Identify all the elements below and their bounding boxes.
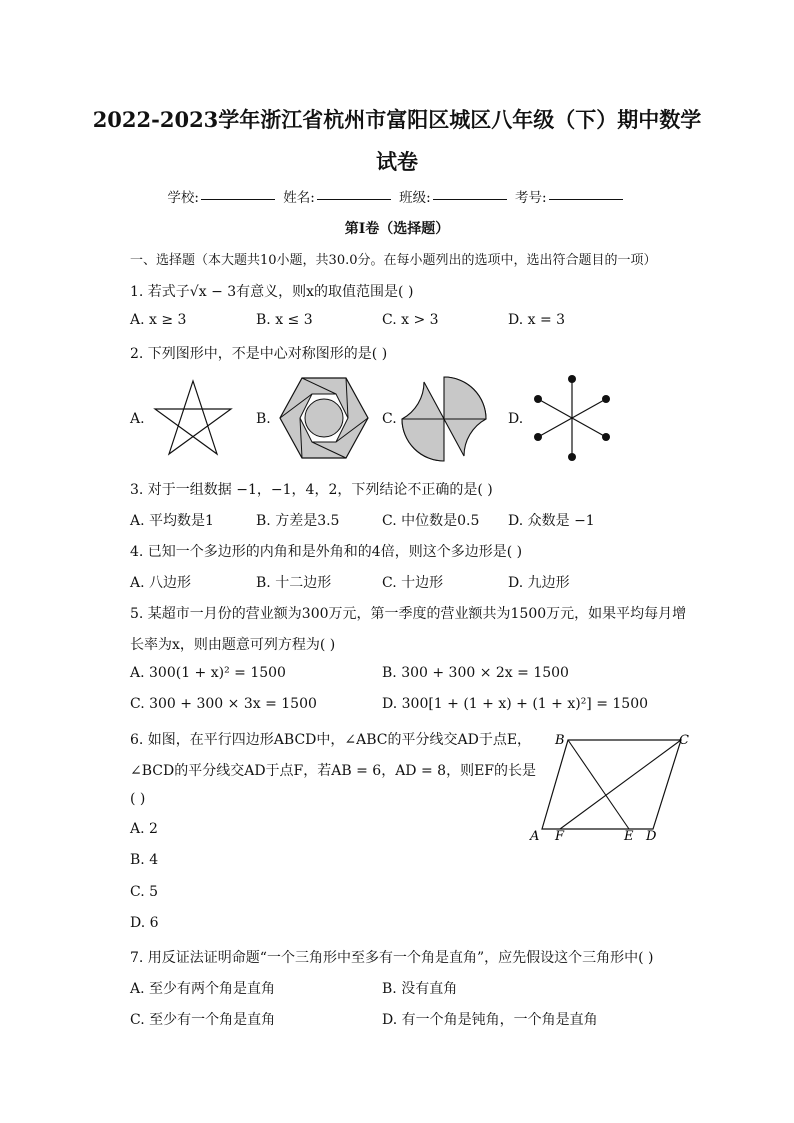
label-c: C	[679, 733, 689, 748]
q7-option-b: B. 没有直角	[382, 981, 458, 997]
class-blank	[433, 198, 507, 200]
part1-heading: 一、选择题（本大题共10小题，共30.0分。在每小题列出的选项中，选出符合题目的一项）	[130, 253, 657, 268]
q2-label-b: B.	[256, 411, 271, 427]
q5-option-a: A. 300(1 + x)² = 1500	[130, 665, 286, 681]
label-a: A	[530, 829, 540, 844]
q1-option-b: B. x ≤ 3	[256, 312, 313, 328]
q3-stem: 3. 对于一组数据 −1，−1，4，2，下列结论不正确的是( )	[130, 482, 493, 498]
q1-option-c: C. x > 3	[382, 312, 439, 328]
q4-stem: 4. 已知一个多边形的内角和是外角和的4倍，则这个多边形是( )	[130, 544, 523, 560]
label-d: D	[646, 829, 657, 844]
star-figure	[150, 378, 236, 458]
school-label: 学校:	[167, 190, 199, 206]
q2-stem: 2. 下列图形中，不是中心对称图形的是( )	[130, 346, 388, 362]
q7-option-d: D. 有一个角是钝角，一个角是直角	[382, 1012, 598, 1028]
q3-option-a: A. 平均数是1	[130, 513, 214, 529]
class-label: 班级:	[399, 190, 431, 206]
q6-option-c: C. 5	[130, 884, 159, 900]
paper-title-line2: 试卷	[376, 149, 418, 174]
q4-option-d: D. 九边形	[508, 575, 570, 591]
q3-option-c: C. 中位数是0.5	[382, 513, 480, 529]
q2-label-c: C.	[382, 411, 397, 427]
q4-option-a: A. 八边形	[130, 575, 192, 591]
school-blank	[201, 198, 275, 200]
name-label: 姓名:	[283, 190, 315, 206]
q6-option-b: B. 4	[130, 852, 159, 868]
q5-stem-line2: 长率为x，则由题意可列方程为( )	[130, 637, 336, 653]
hexagon-figure	[278, 374, 370, 462]
q7-option-a: A. 至少有两个角是直角	[130, 981, 276, 997]
label-f: F	[555, 829, 565, 844]
q7-option-c: C. 至少有一个角是直角	[130, 1012, 276, 1028]
student-info-line	[0, 186, 794, 206]
q6-stem-line1: 6. 如图，在平行四边形ABCD中，∠ABC的平分线交AD于点E，	[130, 732, 532, 748]
q4-option-b: B. 十二边形	[256, 575, 332, 591]
pinwheel-figure	[400, 376, 490, 462]
q1-option-a: A. x ≥ 3	[130, 312, 187, 328]
q1-stem: 1. 若式子√x − 3有意义，则x的取值范围是( )	[130, 284, 414, 300]
q2-label-d: D.	[508, 411, 524, 427]
q3-option-d: D. 众数是 −1	[508, 513, 595, 529]
q1-option-d: D. x = 3	[508, 312, 566, 328]
q6-option-a: A. 2	[130, 821, 158, 837]
q5-stem-line1: 5. 某超市一月份的营业额为300万元，第一季度的营业额共为1500万元，如果平均每月增	[130, 606, 687, 622]
name-blank	[317, 198, 391, 200]
q7-stem: 7. 用反证法证明命题“一个三角形中至多有一个角是直角”，应先假设这个三角形中( )	[130, 950, 654, 966]
exam-no-label: 考号:	[515, 190, 547, 206]
exam-no-blank	[549, 198, 623, 200]
q4-option-c: C. 十边形	[382, 575, 444, 591]
q6-option-d: D. 6	[130, 915, 159, 931]
q5-option-c: C. 300 + 300 × 3x = 1500	[130, 696, 317, 712]
section-title: 第I卷（选择题）	[344, 221, 450, 237]
spoke-star-figure	[530, 372, 616, 464]
label-b: B	[555, 733, 565, 748]
q6-stem-line3: ( )	[130, 791, 146, 807]
q2-label-a: A.	[130, 411, 145, 427]
q5-option-d: D. 300[1 + (1 + x) + (1 + x)²] = 1500	[382, 696, 649, 712]
parallelogram-figure	[525, 726, 700, 846]
q5-option-b: B. 300 + 300 × 2x = 1500	[382, 665, 569, 681]
q3-option-b: B. 方差是3.5	[256, 513, 340, 529]
label-e: E	[624, 829, 634, 844]
paper-title-line1: 2022-2023学年浙江省杭州市富阳区城区八年级（下）期中数学	[92, 107, 702, 132]
q6-stem-line2: ∠BCD的平分线交AD于点F，若AB = 6，AD = 8，则EF的长是	[130, 763, 537, 779]
